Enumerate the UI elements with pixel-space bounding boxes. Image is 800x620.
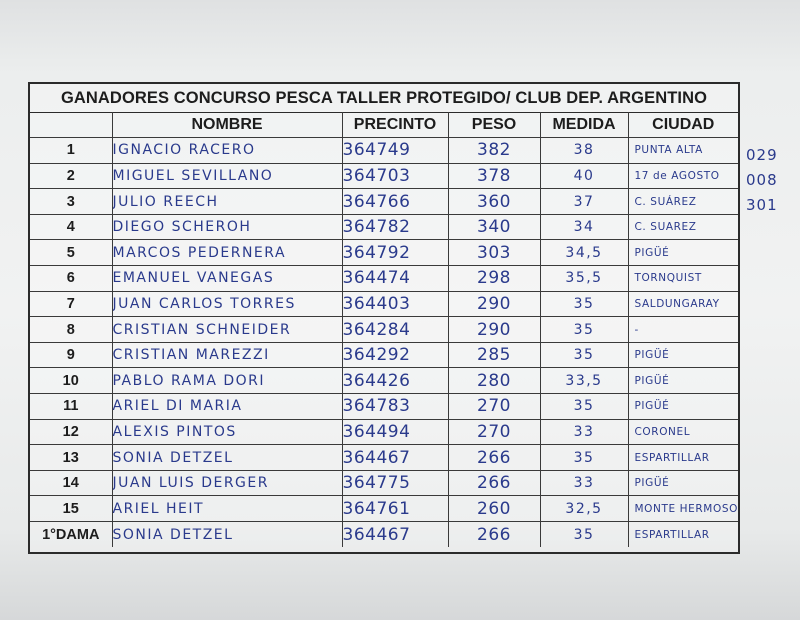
row-ciudad: PIGÜÉ (628, 368, 738, 394)
row-ciudad: - (628, 317, 738, 343)
row-precinto: 364783 (342, 394, 448, 420)
table-row (30, 419, 738, 445)
table-row (30, 214, 738, 240)
row-medida: 37 (540, 189, 628, 215)
margin-note: 029 (746, 146, 778, 164)
row-position: 14 (30, 470, 112, 496)
table-body (30, 138, 738, 548)
row-ciudad: PIGÜÉ (628, 342, 738, 368)
row-precinto: 364426 (342, 368, 448, 394)
row-ciudad: PIGÜÉ (628, 470, 738, 496)
row-nombre: ALEXIS PINTOS (112, 419, 342, 445)
row-nombre: JULIO REECH (112, 189, 342, 215)
row-position: 1°DAMA (30, 522, 112, 548)
row-position: 2 (30, 163, 112, 189)
row-peso: 340 (448, 214, 540, 240)
row-medida: 35 (540, 394, 628, 420)
row-position: 9 (30, 342, 112, 368)
row-nombre: CRISTIAN SCHNEIDER (112, 317, 342, 343)
table-row (30, 342, 738, 368)
row-precinto: 364292 (342, 342, 448, 368)
header-peso: PESO (448, 112, 540, 138)
row-peso: 270 (448, 419, 540, 445)
row-precinto: 364467 (342, 522, 448, 548)
row-medida: 35 (540, 291, 628, 317)
row-nombre: SONIA DETZEL (112, 522, 342, 548)
row-position: 10 (30, 368, 112, 394)
row-position: 1 (30, 138, 112, 164)
row-peso: 378 (448, 163, 540, 189)
row-peso: 290 (448, 291, 540, 317)
row-precinto: 364782 (342, 214, 448, 240)
table-row (30, 445, 738, 471)
header-position (30, 112, 112, 138)
table-row (30, 291, 738, 317)
row-ciudad: C. SUAREZ (628, 214, 738, 240)
row-precinto: 364494 (342, 419, 448, 445)
row-medida: 33,5 (540, 368, 628, 394)
row-nombre: JUAN LUIS DERGER (112, 470, 342, 496)
table-row (30, 496, 738, 522)
header-medida: MEDIDA (540, 112, 628, 138)
row-peso: 360 (448, 189, 540, 215)
row-ciudad: SALDUNGARAY (628, 291, 738, 317)
row-peso: 382 (448, 138, 540, 164)
row-position: 7 (30, 291, 112, 317)
results-sheet (28, 82, 740, 554)
row-medida: 35 (540, 317, 628, 343)
row-peso: 298 (448, 266, 540, 292)
row-precinto: 364766 (342, 189, 448, 215)
row-medida: 33 (540, 470, 628, 496)
row-position: 11 (30, 394, 112, 420)
row-position: 3 (30, 189, 112, 215)
table-row (30, 138, 738, 164)
row-nombre: MIGUEL SEVILLANO (112, 163, 342, 189)
row-medida: 33 (540, 419, 628, 445)
row-position: 15 (30, 496, 112, 522)
table-row (30, 163, 738, 189)
row-position: 8 (30, 317, 112, 343)
row-medida: 35 (540, 522, 628, 548)
margin-note: 008 (746, 171, 778, 189)
row-position: 4 (30, 214, 112, 240)
row-precinto: 364792 (342, 240, 448, 266)
row-nombre: EMANUEL VANEGAS (112, 266, 342, 292)
row-peso: 280 (448, 368, 540, 394)
row-ciudad: TORNQUIST (628, 266, 738, 292)
header-ciudad: CIUDAD (628, 112, 738, 138)
table-header-row (30, 112, 738, 138)
row-ciudad: PUNTA ALTA (628, 138, 738, 164)
row-medida: 35,5 (540, 266, 628, 292)
table-row (30, 240, 738, 266)
row-nombre: MARCOS PEDERNERA (112, 240, 342, 266)
row-peso: 266 (448, 445, 540, 471)
row-medida: 35 (540, 445, 628, 471)
row-peso: 266 (448, 522, 540, 548)
row-medida: 32,5 (540, 496, 628, 522)
header-precinto: PRECINTO (342, 112, 448, 138)
row-ciudad: ESPARTILLAR (628, 522, 738, 548)
table-row (30, 368, 738, 394)
row-ciudad: CORONEL (628, 419, 738, 445)
row-medida: 35 (540, 342, 628, 368)
row-position: 13 (30, 445, 112, 471)
row-precinto: 364474 (342, 266, 448, 292)
row-medida: 40 (540, 163, 628, 189)
row-nombre: SONIA DETZEL (112, 445, 342, 471)
row-position: 6 (30, 266, 112, 292)
results-table (30, 112, 738, 547)
sheet-title: GANADORES CONCURSO PESCA TALLER PROTEGIDO/ CLUB DEP. ARGENTINO (30, 84, 738, 113)
table-row (30, 522, 738, 548)
row-precinto: 364467 (342, 445, 448, 471)
row-ciudad: ESPARTILLAR (628, 445, 738, 471)
row-ciudad: 17 de AGOSTO (628, 163, 738, 189)
row-precinto: 364749 (342, 138, 448, 164)
row-ciudad: PIGÜÉ (628, 394, 738, 420)
table-row (30, 266, 738, 292)
row-precinto: 364761 (342, 496, 448, 522)
table-row (30, 470, 738, 496)
row-medida: 38 (540, 138, 628, 164)
row-nombre: ARIEL HEIT (112, 496, 342, 522)
row-peso: 290 (448, 317, 540, 343)
row-nombre: JUAN CARLOS TORRES (112, 291, 342, 317)
table-row (30, 317, 738, 343)
row-ciudad: PIGÜÉ (628, 240, 738, 266)
table-row (30, 189, 738, 215)
row-position: 5 (30, 240, 112, 266)
row-nombre: PABLO RAMA DORI (112, 368, 342, 394)
margin-note: 301 (746, 196, 778, 214)
row-peso: 270 (448, 394, 540, 420)
row-nombre: IGNACIO RACERO (112, 138, 342, 164)
row-peso: 285 (448, 342, 540, 368)
row-medida: 34,5 (540, 240, 628, 266)
row-ciudad: MONTE HERMOSO (628, 496, 738, 522)
row-precinto: 364403 (342, 291, 448, 317)
row-nombre: DIEGO SCHEROH (112, 214, 342, 240)
row-position: 12 (30, 419, 112, 445)
row-nombre: CRISTIAN MAREZZI (112, 342, 342, 368)
row-precinto: 364775 (342, 470, 448, 496)
row-nombre: ARIEL DI MARIA (112, 394, 342, 420)
row-medida: 34 (540, 214, 628, 240)
row-peso: 266 (448, 470, 540, 496)
header-nombre: NOMBRE (112, 112, 342, 138)
row-peso: 260 (448, 496, 540, 522)
row-precinto: 364703 (342, 163, 448, 189)
row-ciudad: C. SUÁREZ (628, 189, 738, 215)
table-row (30, 394, 738, 420)
row-peso: 303 (448, 240, 540, 266)
row-precinto: 364284 (342, 317, 448, 343)
